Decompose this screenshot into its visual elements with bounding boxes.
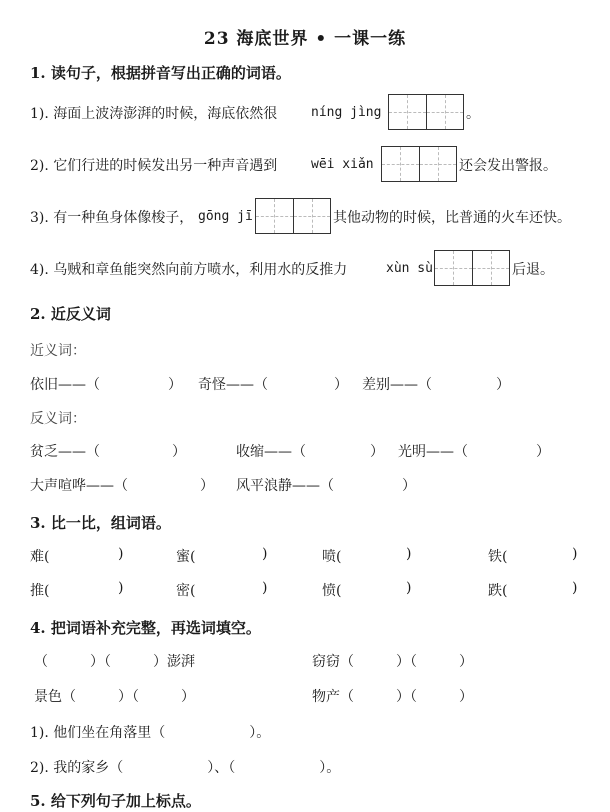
- q2-ant-2: 收缩——（: [236, 444, 306, 460]
- q3-r1-c1-close[interactable]: ): [118, 546, 124, 562]
- q4-heading: 4. 把词语补充完整，再选词填空。: [30, 619, 261, 637]
- q4-phrase-2[interactable]: 窃窃（ ）（ ）: [312, 654, 473, 670]
- q1-item-1-pinyin: níng jìng: [311, 105, 382, 120]
- q4-fill-2[interactable]: 2). 我的家乡（ ）、（ ）。: [30, 760, 341, 776]
- q1-item-2-answer-boxes[interactable]: [381, 146, 457, 182]
- q2-ant-1-close[interactable]: ）: [172, 444, 186, 460]
- q3-r2-c2-close[interactable]: ): [262, 580, 268, 596]
- q2-ant-2-close[interactable]: ）: [370, 444, 384, 460]
- q1-item-4-end: 后退。: [512, 262, 554, 278]
- q2-syn-2-close[interactable]: ）: [334, 377, 348, 393]
- q3-r1-c2: 蜜(: [176, 549, 196, 565]
- q2-ant-5-close[interactable]: ）: [402, 478, 416, 494]
- q1-item-2-end: 还会发出警报。: [459, 158, 557, 174]
- q4-phrase-4[interactable]: 物产（ ）（ ）: [312, 689, 473, 705]
- q1-item-3-end: 其他动物的时候，比普通的火车还快。: [333, 210, 571, 226]
- q3-r1-c4: 铁(: [488, 549, 508, 565]
- q2-ant-4: 大声喧哗——（: [30, 478, 128, 494]
- q1-item-4-pinyin: xùn sù: [386, 261, 433, 276]
- q1-item-1-answer-boxes[interactable]: [388, 94, 464, 130]
- q5-heading: 5. 给下列句子加上标点。: [30, 792, 201, 810]
- q3-r2-c1: 推(: [30, 583, 50, 599]
- q1-item-4-text: 4). 乌贼和章鱼能突然向前方喷水，利用水的反推力: [30, 262, 348, 278]
- q4-phrase-3[interactable]: 景色（ ）（ ）: [34, 689, 195, 705]
- q1-item-1-end: 。: [466, 106, 480, 122]
- q1-item-4-answer-boxes[interactable]: [434, 250, 510, 286]
- q2-ant-3: 光明——（: [398, 444, 468, 460]
- q3-r2-c4-close[interactable]: ): [572, 580, 578, 596]
- q2-ant-3-close[interactable]: ）: [536, 444, 550, 460]
- q1-item-3-text: 3). 有一种鱼身体像梭子，: [30, 210, 194, 226]
- q3-r1-c2-close[interactable]: ): [262, 546, 268, 562]
- q3-heading: 3. 比一比，组词语。: [30, 514, 171, 532]
- q2-synonym-label: 近义词：: [30, 343, 86, 359]
- q3-r1-c3: 喷(: [322, 549, 342, 565]
- q3-r2-c3-close[interactable]: ): [406, 580, 412, 596]
- q1-item-2-pinyin: wēi xiǎn: [311, 157, 374, 172]
- q3-r2-c1-close[interactable]: ): [118, 580, 124, 596]
- q3-r1-c3-close[interactable]: ): [406, 546, 412, 562]
- q2-syn-3: 差别——（: [362, 377, 432, 393]
- q2-ant-1: 贫乏——（: [30, 444, 100, 460]
- q1-item-3-pinyin: gōng jī: [198, 209, 253, 224]
- q3-r1-c4-close[interactable]: ): [572, 546, 578, 562]
- q2-syn-3-close[interactable]: ）: [496, 377, 510, 393]
- q1-item-3-answer-boxes[interactable]: [255, 198, 331, 234]
- q2-syn-1-close[interactable]: ）: [168, 377, 182, 393]
- q2-heading: 2. 近反义词: [30, 305, 111, 323]
- q2-ant-5: 风平浪静——（: [236, 478, 334, 494]
- q3-r2-c3: 愤(: [322, 583, 342, 599]
- q2-antonym-label: 反义词：: [30, 411, 86, 427]
- q3-r2-c2: 密(: [176, 583, 196, 599]
- q3-r2-c4: 跌(: [488, 583, 508, 599]
- q1-item-1-text: 1). 海面上波涛澎湃的时候，海底依然很: [30, 106, 278, 122]
- q4-phrase-1[interactable]: （ ）（ ）澎湃: [34, 654, 195, 670]
- q2-ant-4-close[interactable]: ）: [200, 478, 214, 494]
- page-title: 23 海底世界 • 一课一练: [203, 29, 407, 49]
- q2-syn-1: 依旧——（: [30, 377, 100, 393]
- q2-syn-2: 奇怪——（: [198, 377, 268, 393]
- q1-heading: 1. 读句子，根据拼音写出正确的词语。: [30, 64, 291, 82]
- q4-fill-1[interactable]: 1). 他们坐在角落里（ ）。: [30, 725, 271, 741]
- q1-item-2-text: 2). 它们行进的时候发出另一种声音遇到: [30, 158, 278, 174]
- q3-r1-c1: 难(: [30, 549, 50, 565]
